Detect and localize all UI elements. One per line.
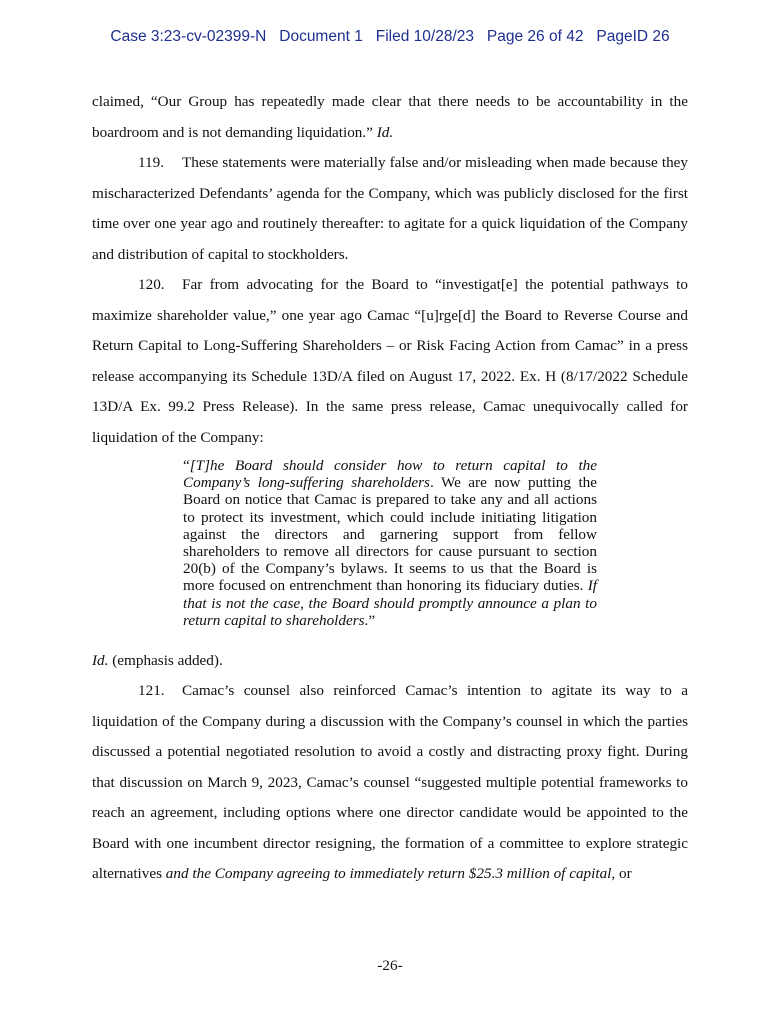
case-number: Case 3:23-cv-02399-N (110, 28, 267, 45)
quote-close: .” (364, 611, 376, 629)
paragraph-120 (92, 270, 688, 453)
case-header (0, 28, 780, 46)
page-of: Page 26 of 42 (486, 28, 584, 45)
paragraph-number: 120. (138, 276, 165, 293)
citation: Id. (92, 652, 109, 669)
paragraph-text: Far from advocating for the Board to “investigat[e] the potential pathways to maximize shareholder value,” one year ago Camac “[u]rge[d] the Board to Reverse Course and Return Capital to Long-Suffering Shareholders – or Risk Facing Action from Camac” in a press release accompanying its Schedule 13D/A filed on August 17, 2022. Ex. H (8/17/2022 Schedule 13D/A Ex. 99.2 Press Release). In the same press release, Camac unequivocally called for liquidation of the Company: (92, 276, 688, 446)
paragraph-text: claimed, “Our Group has repeatedly made clear that there needs to be accountability in the boardroom and is not demanding liquidation.” (92, 93, 688, 141)
quote-citation (92, 649, 223, 673)
page-id: PageID 26 (596, 28, 670, 45)
paragraph-text: Camac’s counsel also reinforced Camac’s intention to agitate its way to a liquidation of the Company during a discussion with the Company’s counsel in which the parties discussed a potential negotiated resolution to avoid a costly and distracting proxy fight. During that discussion on March 9, 2023, Camac’s counsel “suggested multiple potential frameworks to reach an agreement, including options where one director candidate would be appointed to the Board with one incumbent director resigning, the formation of a committee to explore strategic alternatives (92, 682, 688, 882)
document-number: Document 1 (279, 28, 363, 45)
paragraph-number: 121. (138, 682, 165, 699)
paragraph-continued (92, 87, 688, 148)
quote-italic-2: If that is not the case, the Board should promptly announce a plan to return capital to shareholders (183, 577, 597, 629)
quote-italic-1: [T]he Board should consider how to return capital to the Company’s long-suffering shareholders (183, 457, 597, 492)
citation: Id. (376, 123, 394, 141)
citation-note: (emphasis added). (108, 652, 223, 669)
block-quote (183, 457, 597, 629)
paragraph-119 (92, 148, 688, 270)
quote-text: . We are now putting the Board on notice that Camac is prepared to take any and all actions to protect its investment, which could include initiating litigation against the directors and garnering support from fellow shareholders to remove all directors for cause pursuant to section 20(b) of the Company’s bylaws. It seems to us that the Board is more focused on entrenchment than honoring its fiduciary duties. (183, 474, 598, 595)
paragraph-121 (92, 676, 688, 890)
filed-date: Filed 10/28/23 (375, 28, 474, 45)
emphasis-text: and the Company agreeing to immediately return $25.3 million of capital (165, 865, 612, 882)
paragraph-text: These statements were materially false and/or misleading when made because they mischaracterized Defendants’ agenda for the Company, which was publicly disclosed for the first time over one year ago and routinely thereafter: to agitate for a quick liquidation of the Company and distribution of capital to stockholders. (92, 154, 688, 263)
paragraph-number: 119. (138, 154, 165, 171)
paragraph-tail: , or (611, 865, 632, 882)
page-number: -26- (377, 957, 403, 974)
quote-open: “ (183, 457, 190, 474)
